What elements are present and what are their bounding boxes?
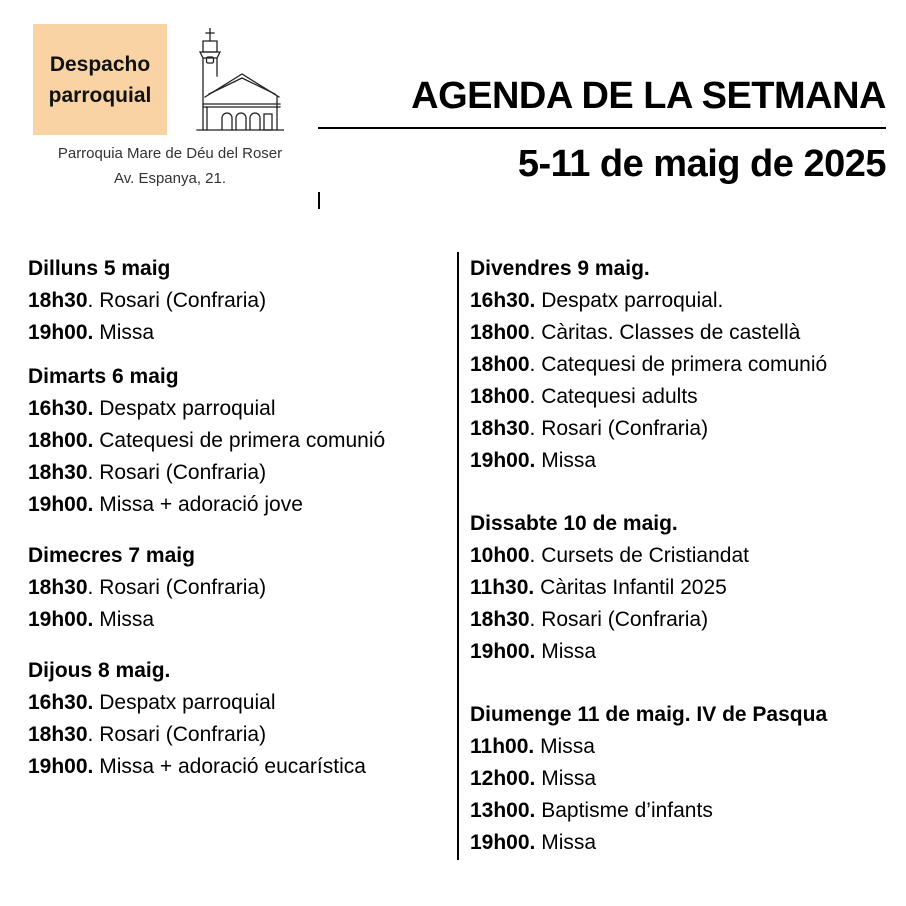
event-time: 11h00. [470,735,535,758]
day-title: Dimarts 6 maig [28,365,179,388]
day-block [28,655,448,783]
event-description: Missa + adoració eucarística [93,755,366,778]
day-title: Dijous 8 maig. [28,659,171,682]
event-row [28,572,448,604]
event-row [28,393,448,425]
event-description: Càritas Infantil 2025 [534,576,727,599]
church-icon [192,28,284,132]
event-row [28,719,448,751]
event-time: 11h30. [470,576,535,599]
event-row [28,604,448,636]
column-divider [457,252,459,860]
event-row [470,827,900,859]
event-row [470,572,900,604]
date-range-title: 5-11 de maig de 2025 [517,143,886,185]
event-description: . Rosari (Confraria) [87,461,267,484]
office-badge [33,24,167,135]
event-row [28,687,448,719]
event-row [470,540,900,572]
event-row [470,349,900,381]
schedule-right-column [470,253,900,859]
event-time: 18h00 [470,385,530,408]
parish-name: Parroquia Mare de Déu del Roser [57,145,283,162]
event-time: 16h30. [28,691,94,714]
event-time: 18h00 [470,353,530,376]
event-row [470,381,900,413]
day-block [28,361,448,521]
badge-line-1: Despacho [49,52,151,76]
day-block [470,699,900,859]
event-time: 19h00. [28,755,94,778]
event-description: Missa [535,640,597,663]
event-description: Missa [534,735,595,758]
event-time: 18h30 [28,576,88,599]
event-time: 18h30 [470,417,530,440]
event-row [470,445,900,477]
event-time: 18h30 [470,608,530,631]
day-title: Dissabte 10 de maig. [470,512,678,535]
event-description: Missa [93,608,155,631]
event-time: 18h30 [28,723,88,746]
event-description: Missa [535,831,597,854]
event-time: 19h00. [470,831,536,854]
event-time: 19h00. [28,608,94,631]
event-row [470,636,900,668]
event-time: 12h00. [470,767,536,790]
event-time: 19h00. [28,493,94,516]
day-title: Dilluns 5 maig [28,257,171,280]
badge-line-2: parroquial [48,83,152,107]
day-block [28,540,448,636]
event-row [470,795,900,827]
office-badge-text [49,49,152,111]
event-time: 13h00. [470,799,536,822]
event-description: Missa [535,767,597,790]
event-row [470,731,900,763]
day-block [470,253,900,477]
event-row [470,604,900,636]
event-row [28,285,448,317]
page-title: AGENDA DE LA SETMANA [411,75,886,117]
event-row [28,317,448,349]
title-rule [318,127,886,129]
event-description: Missa [535,449,597,472]
event-description: . Rosari (Confraria) [529,608,709,631]
event-description: Despatx parroquial. [535,289,724,312]
event-row [28,425,448,457]
event-time: 19h00. [470,449,536,472]
event-time: 16h30. [470,289,536,312]
parish-info [30,141,310,191]
event-time: 19h00. [28,321,94,344]
event-description: . Rosari (Confraria) [529,417,709,440]
event-description: . Cursets de Cristiandat [529,544,749,567]
event-time: 10h00 [470,544,530,567]
event-row [470,763,900,795]
event-time: 18h30 [28,289,88,312]
event-row [470,413,900,445]
event-description: Missa + adoració jove [93,493,303,516]
event-row [28,457,448,489]
event-description: . Rosari (Confraria) [87,723,267,746]
event-time: 18h30 [28,461,88,484]
day-title: Dimecres 7 maig [28,544,195,567]
event-description: Despatx parroquial [93,397,276,420]
event-row [470,285,900,317]
event-time: 18h00 [470,321,530,344]
event-description: Missa [93,321,155,344]
event-description: . Càritas. Classes de castellà [529,321,801,344]
day-block [470,508,900,668]
event-row [28,751,448,783]
event-description: . Catequesi adults [529,385,698,408]
event-description: Baptisme d’infants [535,799,713,822]
day-title: Divendres 9 maig. [470,257,650,280]
event-description: Despatx parroquial [93,691,276,714]
event-time: 18h00. [28,429,94,452]
event-row [470,317,900,349]
event-description: . Rosari (Confraria) [87,289,267,312]
parish-address: Av. Espanya, 21. [113,170,227,187]
event-row [28,489,448,521]
event-time: 19h00. [470,640,536,663]
event-description: Catequesi de primera comunió [93,429,386,452]
schedule-left-column [28,253,448,783]
event-description: . Catequesi de primera comunió [529,353,828,376]
event-description: . Rosari (Confraria) [87,576,267,599]
day-title: Diumenge 11 de maig. IV de Pasqua [470,703,828,726]
small-vertical-rule [318,192,320,209]
event-time: 16h30. [28,397,94,420]
day-block [28,253,448,349]
